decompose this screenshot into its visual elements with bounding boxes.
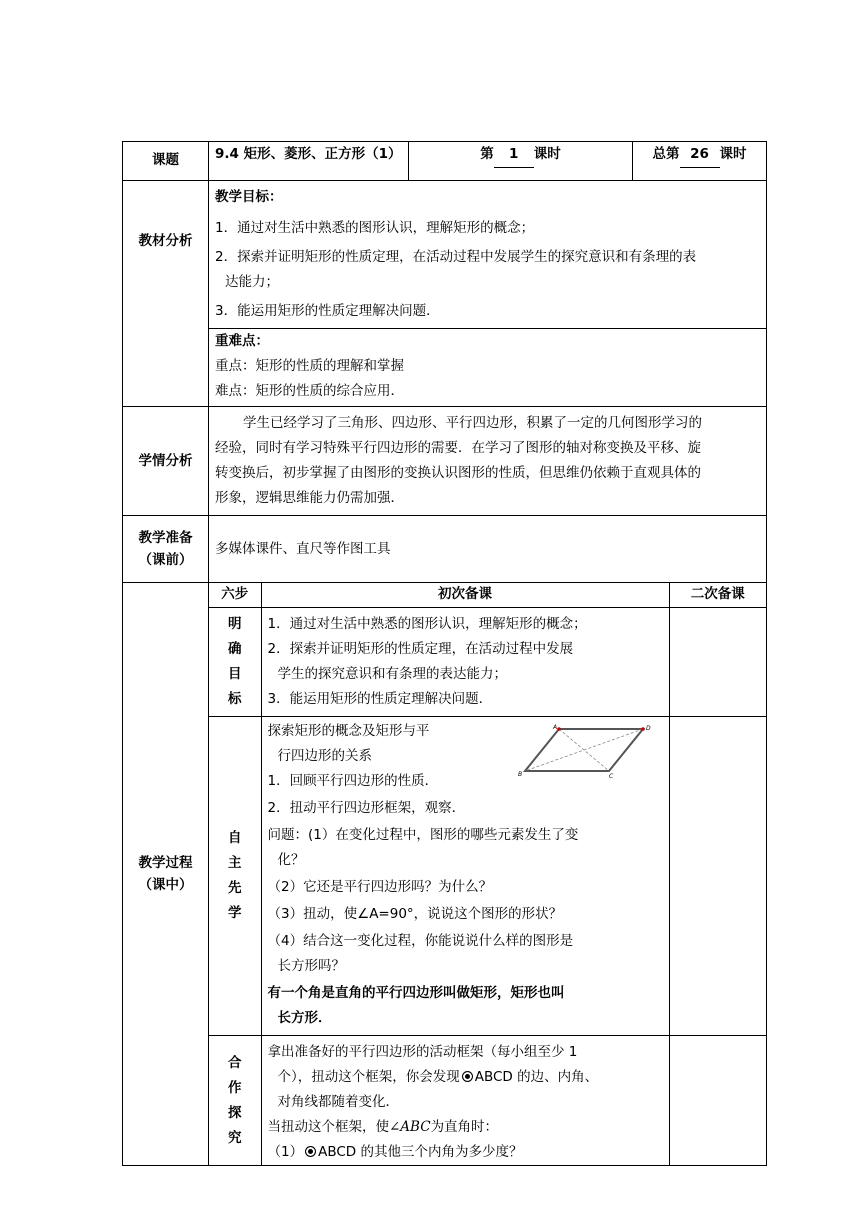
step-2-q4a: （4）结合这一变化过程，你能说说什么样的图形是 — [267, 933, 574, 949]
step-3-char-1: 合 — [228, 1054, 242, 1071]
step-3-l3: 对角线都随着变化． — [277, 1094, 399, 1110]
student-label: 学情分析 — [123, 407, 209, 516]
goal-2-cont: 达能力； — [225, 274, 279, 290]
step-2-q2: （2）它还是平行四边形吗？为什么？ — [267, 879, 493, 895]
step-2-intro-1: 探索矩形的概念及矩形与平 — [267, 723, 430, 739]
step-1-char-3: 目 — [228, 666, 242, 682]
process-row — [123, 583, 767, 1166]
step-1-line-2: 2．探索并证明矩形的性质定理，在活动过程中发展 — [267, 641, 574, 657]
total-lesson-number — [633, 142, 767, 181]
step-1-line-1: 1．通过对生活中熟悉的图形认识，理解矩形的概念； — [267, 616, 587, 632]
vertex-d — [641, 727, 645, 731]
process-header-row — [209, 583, 766, 608]
process-label — [123, 583, 209, 1166]
step-3-l4a: 当扭动这个框架，使 — [267, 1119, 389, 1135]
step-1-char-1: 明 — [228, 616, 242, 632]
key-cell — [209, 329, 767, 407]
step-3-l5b: ABCD 的其他三个内角为多少度？ — [318, 1144, 523, 1160]
step-3-l4b: 为直角时： — [430, 1119, 499, 1135]
label-b: B — [517, 771, 522, 778]
step-2-row — [209, 717, 766, 1036]
step-2-intro-2: 行四边形的关系 — [277, 748, 372, 764]
angle-abc: ∠ABC — [389, 1119, 431, 1135]
step-3-l5a: （1） — [267, 1144, 304, 1160]
step-2-char-2: 主 — [228, 855, 242, 871]
key-point-1: 重点：矩形的性质的理解和掌握 — [215, 358, 404, 374]
step-3-l5 — [268, 1140, 663, 1165]
lesson-suffix: 课时 — [533, 146, 561, 162]
header-row — [123, 142, 767, 181]
analysis-label: 教材分析 — [123, 181, 209, 407]
step-3-second — [669, 1036, 766, 1166]
step-2-content — [261, 717, 669, 1036]
step-1-content — [261, 608, 669, 717]
parallelogram-symbol-icon — [305, 1146, 316, 1157]
col-first: 初次备课 — [261, 583, 669, 608]
parallelogram-figure — [517, 721, 657, 779]
step-1-second — [669, 608, 766, 717]
goal-1: 1．通过对生活中熟悉的图形认识，理解矩形的概念； — [215, 220, 535, 236]
step-2-char-4: 学 — [228, 905, 242, 921]
process-cell — [209, 583, 767, 1166]
key-point-2: 难点：矩形的性质的综合应用． — [215, 383, 404, 399]
step-1-row — [209, 608, 766, 717]
step-1-name — [209, 608, 261, 717]
total-no: 26 — [680, 142, 720, 168]
total-suffix: 课时 — [719, 146, 747, 162]
goals-cell — [209, 181, 767, 329]
topic-label: 课题 — [123, 142, 209, 181]
goal-2: 2．探索并证明矩形的性质定理，在活动过程中发展学生的探究意识和有条理的表 — [215, 249, 697, 265]
step-3-content — [261, 1036, 669, 1166]
step-2-def-a: 有一个角是直角的平行四边形叫做矩形，矩形也叫 — [267, 985, 565, 1001]
process-label-line1: 教学过程 — [138, 855, 193, 871]
prep-label — [123, 516, 209, 583]
step-3-l2 — [268, 1065, 663, 1090]
step-2-l1: 1．回顾平行四边形的性质． — [267, 773, 439, 789]
step-1-char-2: 确 — [228, 641, 242, 657]
analysis-goals-row — [123, 181, 767, 329]
prep-label-line1: 教学准备 — [138, 530, 193, 546]
prep-content: 多媒体课件、直尺等作图工具 — [209, 516, 767, 583]
label-c: C — [608, 773, 613, 779]
step-2-def-b: 长方形． — [277, 1010, 332, 1026]
lesson-number — [409, 142, 633, 181]
step-1-line-3: 学生的探究意识和有条理的表达能力； — [277, 666, 507, 682]
label-a: A — [552, 724, 557, 731]
step-3-char-4: 究 — [228, 1129, 242, 1146]
step-3-l2a: 个），扭动这个框架，你会发现 — [277, 1069, 460, 1085]
step-3-row — [209, 1036, 766, 1166]
total-prefix: 总第 — [652, 146, 680, 162]
process-inner-table — [209, 583, 766, 1165]
step-3-l2b: ABCD 的边、内角、 — [474, 1069, 599, 1085]
step-2-q3: （3）扭动，使∠A=90°，说说这个图形的形状？ — [267, 906, 563, 922]
step-1-line-4: 3．能运用矩形的性质定理解决问题． — [267, 691, 493, 707]
col-steps: 六步 — [209, 583, 261, 608]
step-2-char-3: 先 — [228, 880, 242, 896]
topic-value: 9.4 矩形、菱形、正方形（1） — [209, 142, 409, 181]
parallelogram-symbol-icon — [462, 1071, 473, 1082]
goal-3: 3．能运用矩形的性质定理解决问题． — [215, 303, 440, 319]
analysis-key-row — [123, 329, 767, 407]
lesson-no: 1 — [494, 142, 534, 168]
goals-title: 教学目标： — [215, 189, 283, 205]
vertex-a — [557, 727, 561, 731]
step-3-char-2: 作 — [228, 1079, 242, 1096]
step-1-char-4: 标 — [228, 691, 242, 707]
key-title: 重难点： — [215, 333, 269, 349]
step-3-l1: 拿出准备好的平行四边形的活动框架（每小组至少 1 — [267, 1044, 578, 1060]
step-2-q4b: 长方形吗？ — [277, 958, 345, 974]
col-second: 二次备课 — [669, 583, 766, 608]
student-line-4: 形象，逻辑思维能力仍需加强． — [215, 490, 404, 506]
student-cell — [209, 407, 767, 516]
step-2-name — [209, 717, 261, 1036]
step-3-char-3: 探 — [228, 1104, 242, 1121]
step-3-name — [209, 1036, 261, 1166]
prep-row — [123, 516, 767, 583]
step-2-l2: 2．扭动平行四边形框架，观察． — [267, 800, 466, 816]
prep-label-line2: （课前） — [138, 552, 193, 568]
student-line-1: 学生已经学习了三角形、四边形、平行四边形，积累了一定的几何图形学习的 — [243, 415, 702, 431]
process-label-line2: （课中） — [138, 877, 193, 893]
student-line-2: 经验，同时有学习特殊平行四边形的需要．在学习了图形的轴对称变换及平移、旋 — [215, 440, 701, 456]
student-row — [123, 407, 767, 516]
student-line-3: 转变换后，初步掌握了由图形的变换认识图形的性质，但思维仍依赖于直观具体的 — [215, 465, 701, 481]
lesson-prefix: 第 — [480, 146, 494, 162]
step-2-q1a: 问题：(1）在变化过程中，图形的哪些元素发生了变 — [267, 827, 579, 843]
lesson-plan-table — [122, 141, 767, 1166]
step-3-l4 — [268, 1115, 663, 1140]
label-d: D — [645, 725, 651, 732]
step-2-char-1: 自 — [228, 830, 242, 846]
step-2-q1b: 化？ — [277, 852, 305, 868]
step-2-second — [669, 717, 766, 1036]
